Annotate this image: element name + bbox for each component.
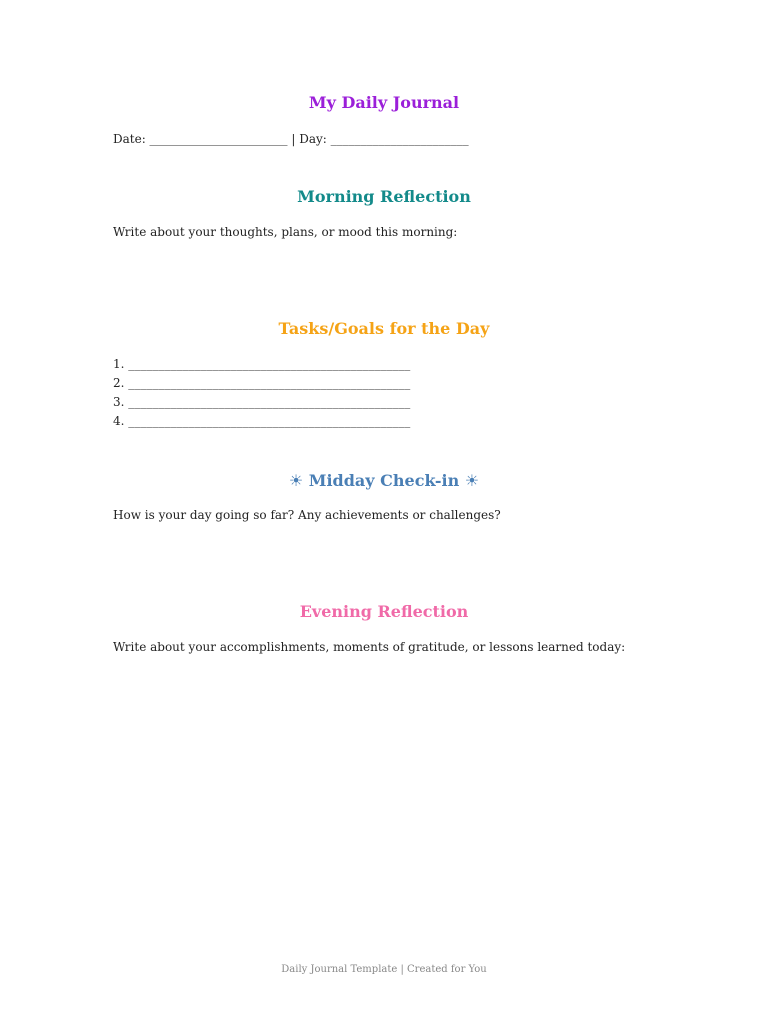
task-line-3: 3. _______________________________________________ [113,395,411,409]
tasks-goals-heading: Tasks/Goals for the Day [278,319,490,338]
morning-reflection-heading: Morning Reflection [297,187,471,206]
task-line-4: 4. _______________________________________________ [113,414,411,428]
evening-reflection-prompt: Write about your accomplishments, moments of gratitude, or lessons learned today: [113,640,626,654]
morning-reflection-prompt: Write about your thoughts, plans, or mood this morning: [113,225,458,239]
midday-checkin-prompt: How is your day going so far? Any achievements or challenges? [113,508,501,522]
midday-checkin-heading: ☀ Midday Check-in ☀ [288,471,480,490]
page-footer: Daily Journal Template | Created for You [281,964,487,975]
task-line-1: 1. _______________________________________________ [113,357,411,371]
task-line-2: 2. _______________________________________________ [113,376,411,390]
page-title: My Daily Journal [308,93,460,112]
date-day-line: Date: _______________________ | Day: _______________________ [113,132,469,146]
evening-reflection-heading: Evening Reflection [299,602,469,621]
